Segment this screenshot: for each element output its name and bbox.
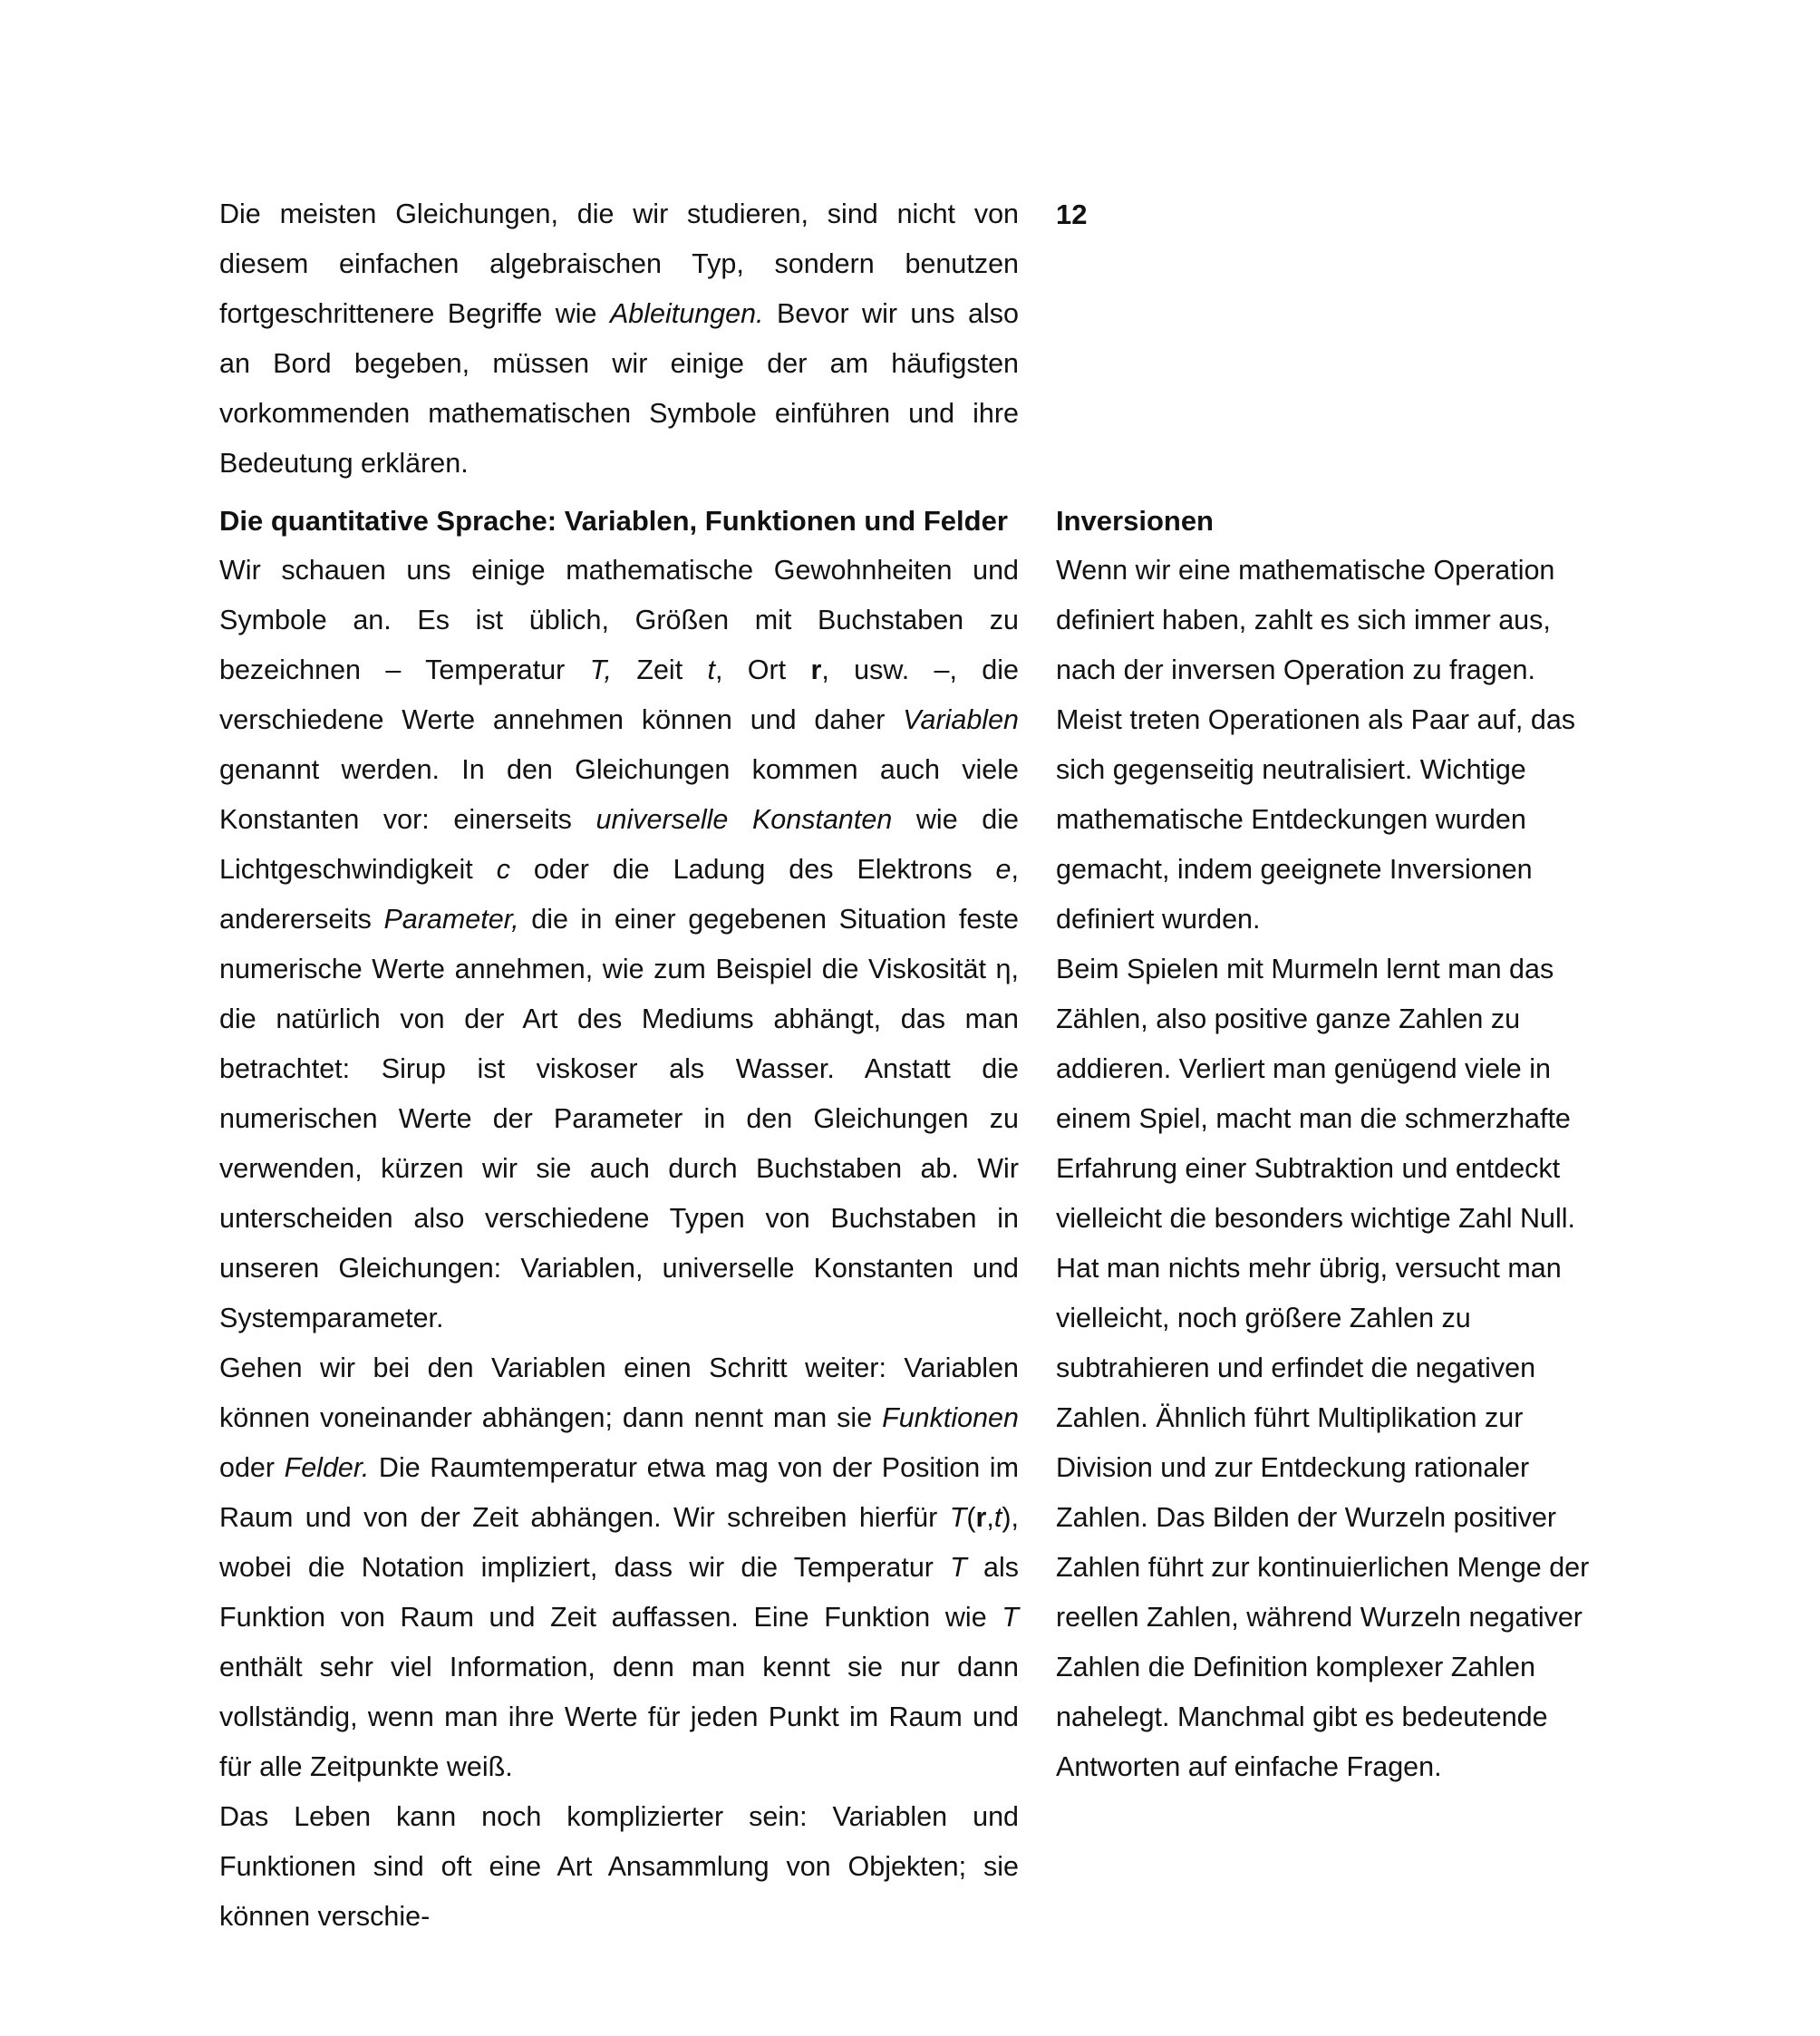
left-p2-text-6: ), wobei die Notation impliziert, dass wir die Temperatur <box>219 1502 1019 1583</box>
left-paragraph-1 <box>219 546 1019 1343</box>
left-p1-em-parameter: Parameter, <box>383 904 519 935</box>
intro-emphasis-ableitungen: Ableitungen. <box>609 298 764 329</box>
section-inversionen <box>1056 496 1597 1792</box>
left-p1-em-universelle-konstanten: universelle Konstanten <box>595 804 893 835</box>
left-p2-text-2: oder <box>219 1452 285 1483</box>
left-p2-em-T: T <box>949 1502 967 1533</box>
left-p1-em-variablen: Variablen <box>903 704 1019 735</box>
intro-paragraph <box>219 189 1019 489</box>
left-p1-text-9: die in einer gegebenen Situation feste numerische Werte annehmen, wie zum Beispiel die Viskosität η, die natürlich von der Art des Mediums abhängt, das man betrachtet: Sirup ist viskoser als Wasser. Anstatt die numerischen Werte der Parameter in den Gleichungen zu verwenden, kürzen wir sie auch durch Buchstaben ab. Wir unterscheiden also verschiedene Typen von Buchstaben in unseren Gleichungen: Variablen, universelle Konstanten und Systemparameter. <box>219 904 1019 1333</box>
left-p2-em-felder: Felder. <box>284 1452 370 1483</box>
left-p1-bold-position: r <box>810 654 822 685</box>
intro-text-1: Die meisten Gleichungen, die wir studieren, sind nicht von diesem einfachen algebraischen Typ, sondern benutzen fortgeschrittenere Begriffe wie <box>219 199 1019 329</box>
left-p2-text-1: Gehen wir bei den Variablen einen Schritt weiter: Variablen können voneinander abhängen; dann nennt man sie <box>219 1352 1019 1433</box>
left-p1-text-4: , usw. –, die verschiedene Werte annehmen können und daher <box>219 654 1020 735</box>
intro-text-2: Bevor wir uns also an Bord begeben, müssen wir einige der am häufigsten vorkommenden mathematischen Symbole einführen und ihre Bedeutung erklären. <box>219 298 1019 479</box>
left-p1-text-7: oder die Ladung des Elektrons <box>509 854 996 885</box>
left-p2-text-5: , <box>986 1502 994 1533</box>
section-heading-left: Die quantitative Sprache: Variablen, Funktionen und Felder <box>219 505 1008 537</box>
left-p1-text-5: genannt werden. In den Gleichungen kommen auch viele Konstanten vor: einerseits <box>219 754 1019 835</box>
left-p1-text-6: wie die Lichtgeschwindigkeit <box>219 804 1019 885</box>
intro-paragraph-block <box>219 189 1019 489</box>
left-paragraph-2 <box>219 1343 1019 1792</box>
page-number: 12 <box>1056 199 1088 230</box>
left-p2-em-t: t <box>993 1502 1002 1533</box>
left-p2-em-funktionen: Funktionen <box>882 1402 1019 1433</box>
left-p2-em-T-2: T <box>950 1552 967 1583</box>
section-quantitative-sprache <box>219 496 1019 1942</box>
left-p1-em-c: c <box>496 854 510 885</box>
left-p1-text-3: , Ort <box>715 654 811 685</box>
left-p2-text-7: als Funktion von Raum und Zeit auffassen. Eine Funktion wie <box>219 1552 1019 1633</box>
left-p2-em-T-3: T <box>1002 1602 1019 1633</box>
left-p1-text-8: , andererseits <box>219 854 1019 935</box>
left-p2-text-8: enthält sehr viel Information, denn man kennt sie nur dann vollständig, wenn man ihre Werte für jeden Punkt im Raum und für alle Zeitpunkte weiß. <box>219 1652 1019 1782</box>
left-p1-em-e: e <box>995 854 1012 885</box>
left-p1-em-time: t <box>707 654 715 685</box>
left-p2-bold-r: r <box>975 1502 987 1533</box>
left-p2-text-3: Die Raumtemperatur etwa mag von der Position im Raum und von der Zeit abhängen. Wir schreiben hierfür <box>219 1452 1019 1533</box>
section-heading-right: Inversionen <box>1056 505 1214 537</box>
right-paragraph-2: Beim Spielen mit Murmeln lernt man das Zählen, also positive ganze Zahlen zu addieren. Verliert man genügend viele in einem Spiel, macht man die schmerzhafte Erfahrung einer Subtraktion und entdeckt vielleicht die besonders wichtige Zahl Null. Hat man nichts mehr übrig, versucht man vielleicht, noch größere Zahlen zu subtrahieren und erfindet die negativen Zahlen. Ähnlich führt Multiplikation zur Division und zur Entdeckung rationaler Zahlen. Das Bilden der Wurzeln positiver Zahlen führt zur kontinuierlichen Menge der reellen Zahlen, während Wurzeln negativer Zahlen die Definition komplexer Zahlen nahelegt. Manchmal gibt es bedeutende Antworten auf einfache Fragen. <box>1056 954 1590 1782</box>
right-paragraph-1: Wenn wir eine mathematische Operation definiert haben, zahlt es sich immer aus, nach der inversen Operation zu fragen. Meist treten Operationen als Paar auf, das sich gegenseitig neutralisiert. Wichtige mathematische Entdeckungen wurden gemacht, indem geeignete Inversionen definiert wurden. <box>1056 555 1576 935</box>
left-p1-em-temperature: T, <box>589 654 612 685</box>
left-paragraph-3: Das Leben kann noch komplizierter sein: Variablen und Funktionen sind oft eine Art Ansammlung von Objekten; sie können verschie- <box>219 1801 1019 1932</box>
left-p1-text-2: Zeit <box>612 654 708 685</box>
left-p1-text-1: Wir schauen uns einige mathematische Gewohnheiten und Symbole an. Es ist üblich, Größen mit Buchstaben zu bezeichnen – Temperatur <box>219 555 1019 685</box>
left-p2-text-4: ( <box>966 1502 976 1533</box>
